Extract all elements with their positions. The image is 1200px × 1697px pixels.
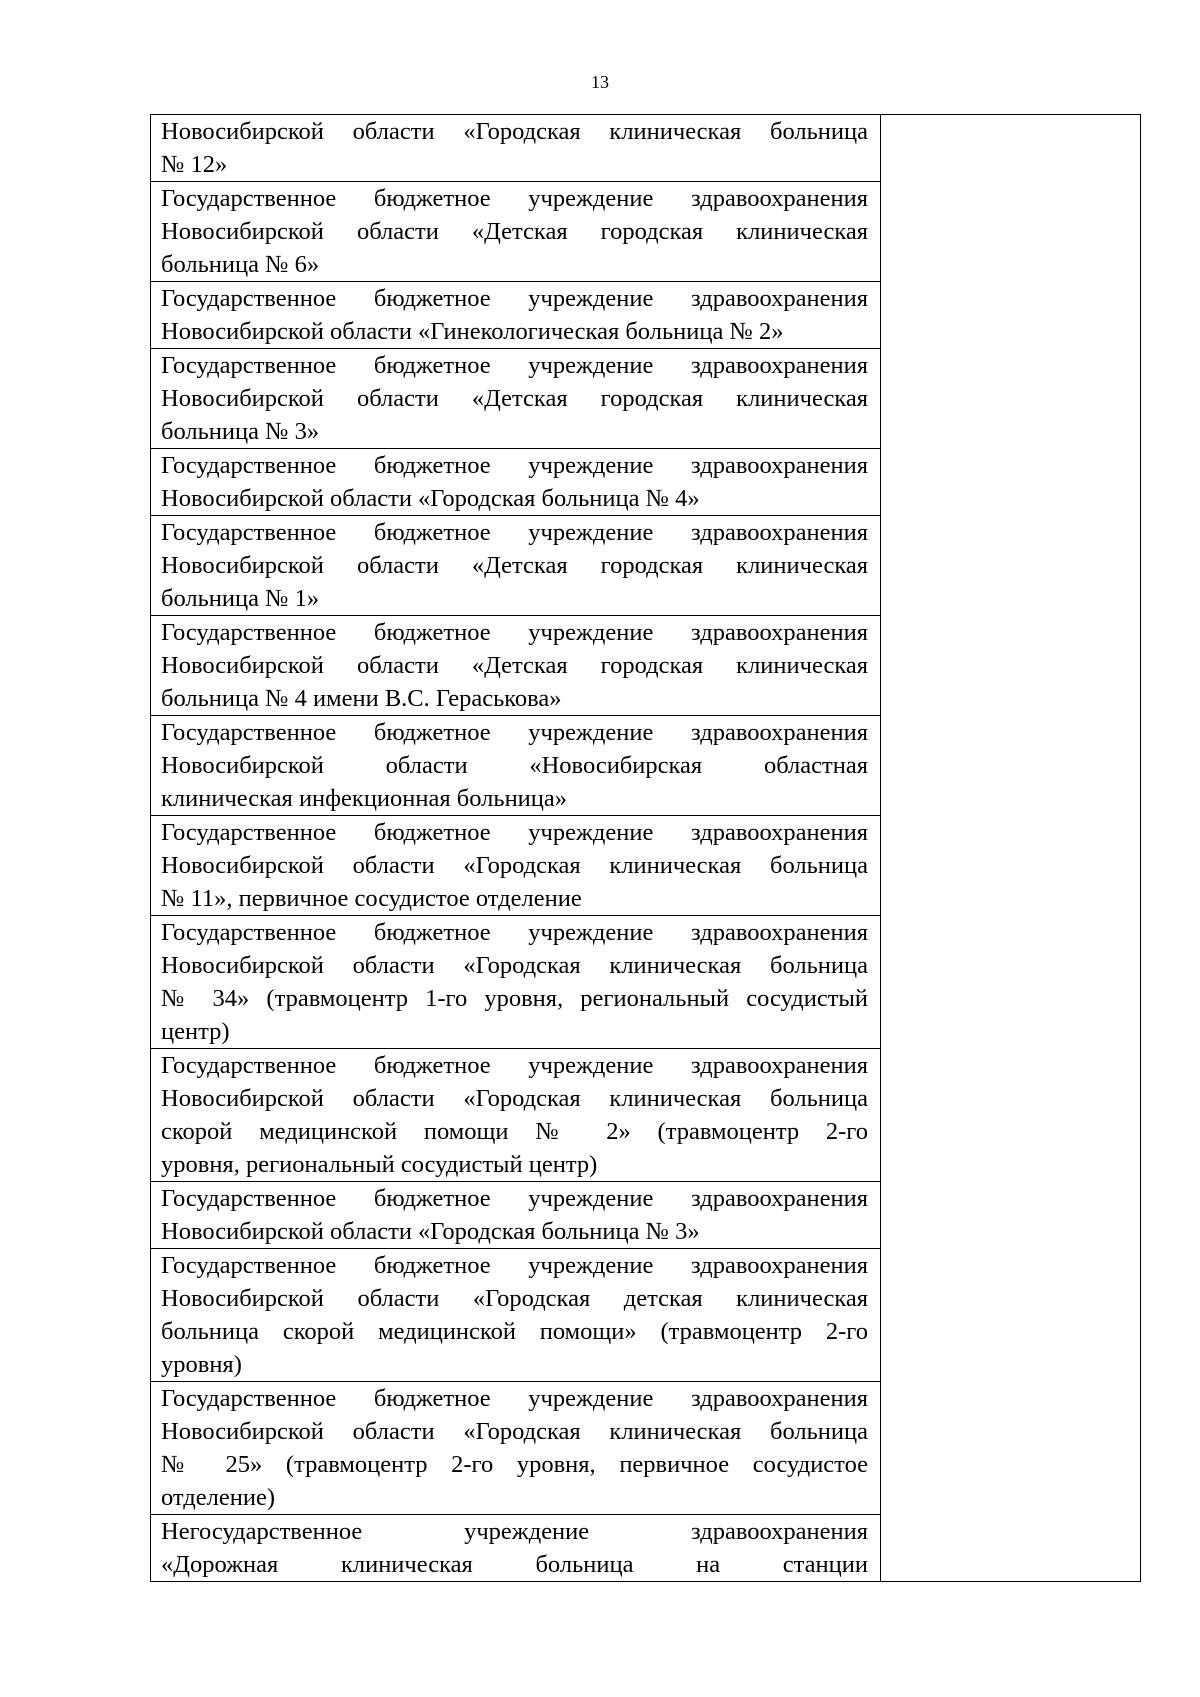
institution-name-line: Новосибирской области «Городская клиническая больница: [161, 1418, 868, 1445]
institution-name-line: Новосибирской области «Детская городская клиническая: [161, 385, 868, 412]
institution-name-cell: [151, 1049, 881, 1182]
institution-name-line: Новосибирской области «Детская городская клиническая: [161, 652, 868, 679]
institution-name-line: Новосибирской области «Городская детская клиническая: [161, 1285, 868, 1312]
institution-name-line: № 34» (травмоцентр 1-го уровня, региональный сосудистый: [161, 985, 868, 1012]
institution-name-cell: [151, 1182, 881, 1249]
institution-name-line: Новосибирской области «Детская городская клиническая: [161, 218, 868, 245]
institution-name-cell: [151, 115, 881, 182]
institution-name-line: скорой медицинской помощи № 2» (травмоцентр 2-го: [161, 1118, 868, 1145]
institution-name-line: Государственное бюджетное учреждение здравоохранения: [161, 619, 868, 646]
institution-name-cell: [151, 916, 881, 1049]
institution-name-line: Негосударственное учреждение здравоохранения: [161, 1518, 868, 1545]
institution-name-line: Государственное бюджетное учреждение здравоохранения: [161, 452, 868, 479]
institution-name-line: № 25» (травмоцентр 2-го уровня, первичное сосудистое: [161, 1451, 868, 1478]
institution-name-line: Новосибирской области «Городская клиническая больница: [161, 1085, 868, 1112]
institution-name-line: Государственное бюджетное учреждение здравоохранения: [161, 819, 868, 846]
institution-name-line: Государственное бюджетное учреждение здравоохранения: [161, 1185, 868, 1212]
institution-name-line: Государственное бюджетное учреждение здравоохранения: [161, 1052, 868, 1079]
institution-name-cell: [151, 516, 881, 616]
institution-name-line: Государственное бюджетное учреждение здравоохранения: [161, 1252, 868, 1279]
institution-name-line: Государственное бюджетное учреждение здравоохранения: [161, 919, 868, 946]
institution-name-cell: [151, 182, 881, 282]
institution-name-cell: [151, 282, 881, 349]
institution-name-line: Государственное бюджетное учреждение здравоохранения: [161, 185, 868, 212]
institution-name-cell: [151, 716, 881, 816]
institution-name-cell: [151, 349, 881, 449]
institution-name-line: Новосибирской области «Детская городская клиническая: [161, 552, 868, 579]
institution-name-line: клиническая инфекционная больница»: [161, 785, 568, 812]
institution-name-line: № 11», первичное сосудистое отделение: [161, 885, 582, 912]
institutions-table: [150, 114, 1141, 1582]
institution-name-cell: [151, 1249, 881, 1382]
institution-name-line: Новосибирской области «Городская клиническая больница: [161, 952, 868, 979]
institution-name-line: Новосибирской области «Городская больница № 4»: [161, 485, 700, 512]
institution-name-line: Государственное бюджетное учреждение здравоохранения: [161, 352, 868, 379]
institution-name-line: больница скорой медицинской помощи» (травмоцентр 2-го: [161, 1318, 868, 1345]
institution-name-line: Новосибирской области «Городская клиническая больница: [161, 118, 868, 145]
institution-name-line: центр): [161, 1018, 230, 1045]
institution-name-line: Новосибирской области «Гинекологическая больница № 2»: [161, 318, 784, 345]
institution-name-line: Государственное бюджетное учреждение здравоохранения: [161, 285, 868, 312]
institution-name-line: Государственное бюджетное учреждение здравоохранения: [161, 719, 868, 746]
institution-name-cell: [151, 616, 881, 716]
institution-name-line: Государственное бюджетное учреждение здравоохранения: [161, 1385, 868, 1412]
institution-name-line: больница № 3»: [161, 418, 320, 445]
table-row: [151, 115, 1141, 182]
institution-name-line: отделение): [161, 1484, 276, 1511]
institution-name-line: уровня, региональный сосудистый центр): [161, 1151, 598, 1178]
institution-name-line: «Дорожная клиническая больница на станции: [161, 1551, 868, 1578]
institution-name-line: Новосибирской области «Городская клиническая больница: [161, 852, 868, 879]
institution-name-line: Новосибирской области «Новосибирская областная: [161, 752, 868, 779]
institution-name-line: № 12»: [161, 151, 228, 178]
institution-name-line: больница № 4 имени В.С. Гераськова»: [161, 685, 562, 712]
institutions-table-body: [151, 115, 1141, 1582]
page-number: 13: [591, 72, 609, 92]
institution-name-cell: [151, 816, 881, 916]
institution-name-line: больница № 6»: [161, 251, 320, 278]
empty-cell: [881, 115, 1141, 1582]
institution-name-cell: [151, 1515, 881, 1582]
institution-name-line: больница № 1»: [161, 585, 320, 612]
institution-name-line: Новосибирской области «Городская больница № 3»: [161, 1218, 700, 1245]
institution-name-line: уровня): [161, 1351, 242, 1378]
institution-name-cell: [151, 1382, 881, 1515]
institution-name-cell: [151, 449, 881, 516]
institution-name-line: Государственное бюджетное учреждение здравоохранения: [161, 519, 868, 546]
